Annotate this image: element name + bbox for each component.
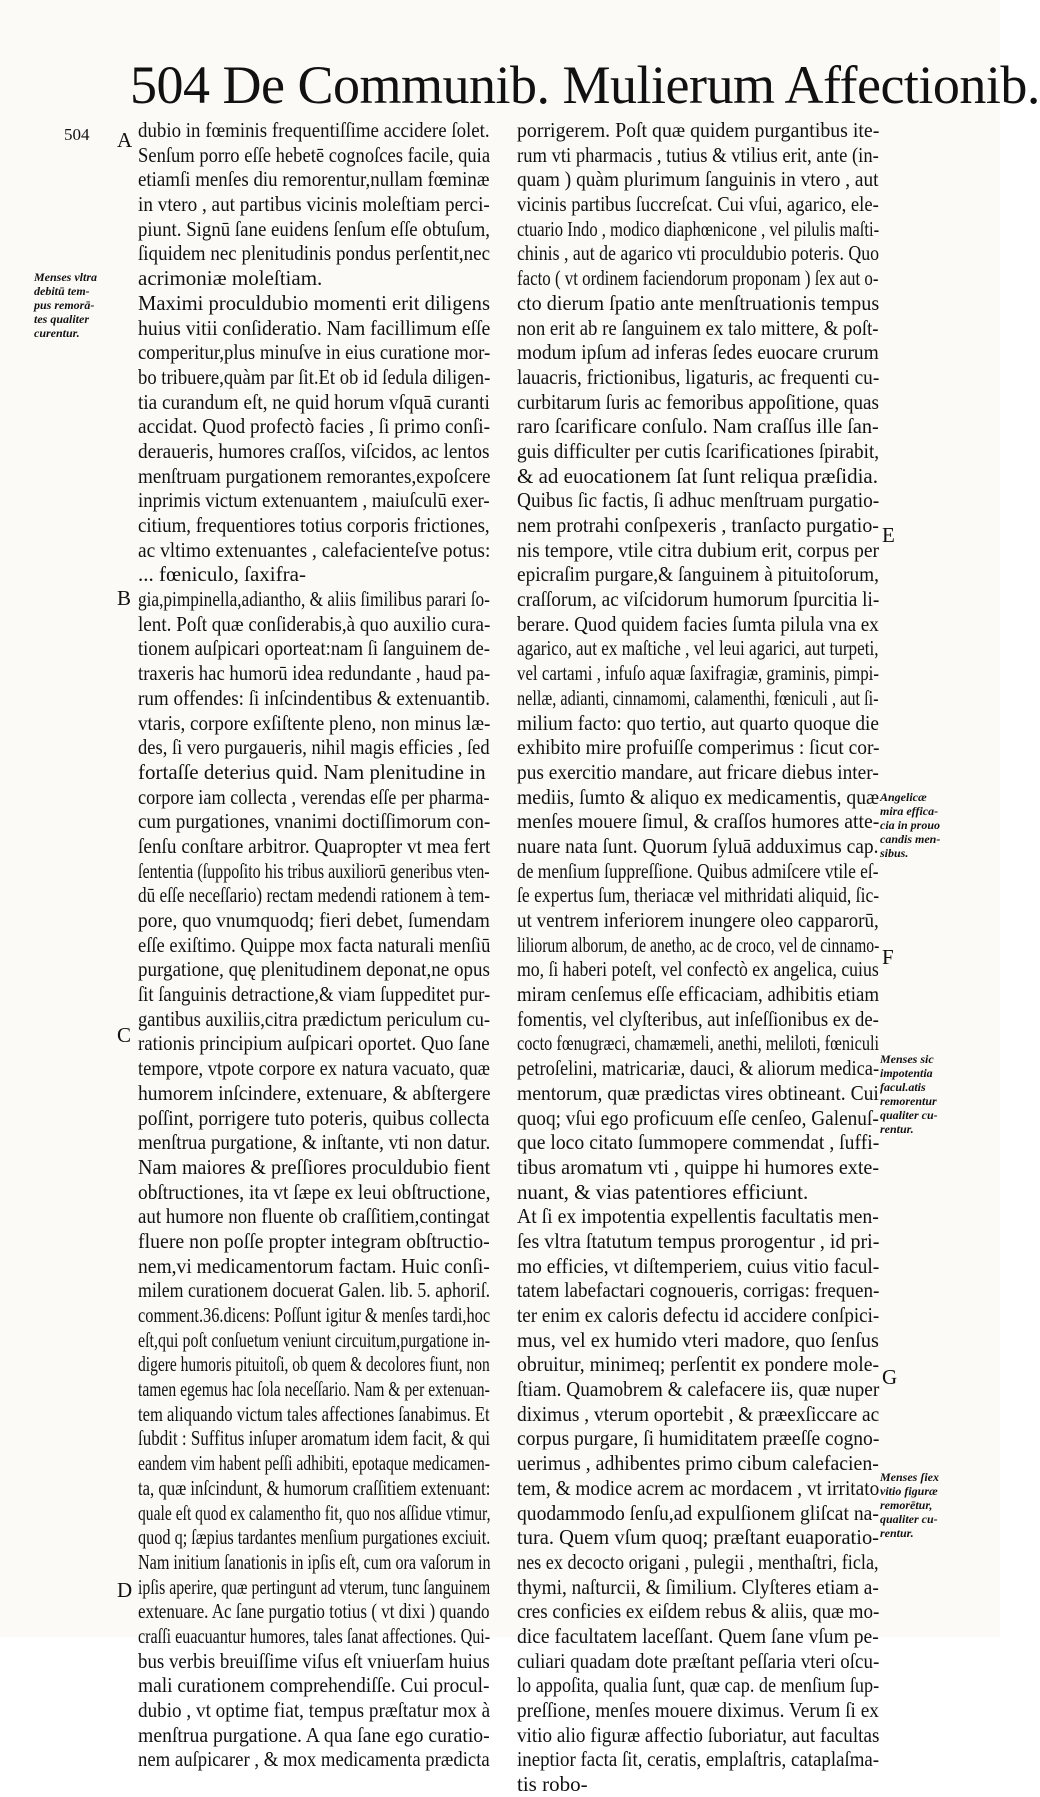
text-line: etiamſi menſes diu remorentur,nullam fœminæ	[138, 167, 490, 192]
text-line: tura. Quem vſum quoq; præſtant euaporatio-	[517, 1525, 880, 1550]
text-line: lauacris, frictionibus, ligaturis, ac frequenti cu-	[517, 364, 880, 389]
text-line: quodammodo ſenſu,ad expulſionem gliſcat na-	[517, 1500, 879, 1525]
text-line: bus verbis breuiſſime viſus eſt vniuerſam huius	[138, 1648, 490, 1673]
text-line: bo tribuere,quàm par ſit.Et ob id ſedula diligen-	[138, 364, 491, 389]
text-line: tis robo-	[517, 1772, 588, 1797]
text-line: de menſium ſuppreſſione. Quibus admiſcere vtile eſ-	[517, 858, 879, 883]
text-line: mus, vel ex humido vteri madore, quo ſenſus	[517, 1327, 879, 1352]
text-line: porrigerem. Poſt quæ quidem purgantibus ite-	[517, 118, 880, 142]
text-line: chinis , aut de agarico vti proculdubio poteris. Quo	[517, 241, 880, 266]
section-marker-f: F	[882, 945, 894, 969]
text-line: thymi, naſturcii, & ſimilium. Clyſteres etiam a-	[517, 1574, 879, 1599]
section-marker-e: E	[882, 523, 895, 547]
text-line: quod q; ſæpius tardantes menſium purgationes exciuit.	[138, 1525, 491, 1550]
text-line: eandem vim habent peſſi adhibiti, epotaque medicamen-	[138, 1451, 490, 1476]
text-line: berare. Quod quidem facies ſumta pilula vna ex	[517, 611, 879, 636]
text-line: ipſis aperire, quæ pertingunt ad vterum, tunc ſanguinem	[138, 1574, 491, 1599]
text-line: mali curationem comprehendiſſe. Cui procul-	[138, 1673, 490, 1698]
text-line: cum purgationes, vnanimi doctiſſimorum con-	[138, 809, 491, 834]
text-line: fortaſſe deterius quid. Nam plenitudine in	[138, 759, 486, 784]
text-line: traxeris hac humorū idea redundante , haud pa-	[138, 661, 491, 686]
text-line: obſtructiones, ita vt ſæpe ex leui obſtructione,	[138, 1179, 491, 1204]
text-line: dū eſſe neceſſario) rectam medendi rationem à tem-	[138, 883, 490, 908]
section-marker-b: B	[117, 586, 132, 610]
text-line: poſſint, porrigere tuto poteris, quibus collecta	[138, 1105, 490, 1130]
text-line: Nam maiores & preſſiores proculdubio fient	[138, 1154, 491, 1179]
section-marker-g: G	[882, 1365, 898, 1389]
text-line: gia,pimpinella,adiantho, & aliis ſimilibus parari ſo-	[138, 587, 490, 612]
text-line: tibus aromatum vti , quippe hi humores exte-	[517, 1154, 880, 1179]
text-line: ſiquidem nec plenitudinis pondus perſentit,nec	[138, 241, 491, 266]
text-line: dice facultatem laceſſant. Quem ſane vſum pe-	[517, 1623, 879, 1648]
text-line: ſes vltra ſtatutum tempus prorogentur , id pri-	[517, 1228, 880, 1253]
text-line: ſe expertus ſum, theriacæ vel mithridati aliquid, ſic-	[517, 883, 880, 908]
text-line: que loco citato ſummopere commendat , ſuffi-	[517, 1130, 880, 1155]
text-line: humorem inſcindere, extenuare, & abſtergere	[138, 1080, 491, 1105]
text-line: mo efficies, vt diſtemperiem, cuius vitio facul-	[517, 1253, 880, 1278]
text-line: epicraſim purgare,& ſanguinem à pituitoſorum,	[517, 562, 879, 587]
text-line: rum offendes: ſi inſcindentibus & extenuantib.	[138, 685, 490, 710]
text-line: rum vti pharmacis , tutius & vtilius erit, ante (in-	[517, 142, 879, 167]
margin-note-right-angelica: Angelicæ mira effica- cia in prouo candis men- sibus.	[880, 790, 941, 860]
text-line: dubio in fœminis frequentiſſime accidere ſolet.	[138, 118, 490, 142]
text-line: At ſi ex impotentia expellentis facultatis men-	[517, 1204, 879, 1229]
text-line: ac vltimo extenuantes , calefacienteſve potus:	[138, 537, 491, 562]
left-column-text	[138, 118, 490, 1772]
text-line: tempore, vtpote corpore ex natura vacuato, quæ	[138, 1056, 491, 1081]
section-marker-d: D	[117, 1578, 133, 1602]
text-line: obruitur, minimeq; perſentit ex pondere mole-	[517, 1352, 880, 1377]
text-line: vel cartami , infuſo aquæ ſaxifragiæ, graminis, pimpi-	[517, 661, 879, 686]
text-line: nes ex decocto origani , pulegii , menthaſtri, ficla,	[517, 1549, 879, 1574]
text-line: accidat. Quod profectò facies , ſi primo conſi-	[138, 414, 491, 439]
text-line: nellæ, adianti, cinnamomi, calamenthi, fœniculi , aut ſi-	[517, 685, 879, 710]
text-line: lent. Poſt quæ conſiderabis,à quo auxilio cura-	[138, 611, 491, 636]
text-line: milium facto: quo tertio, aut quarto quoque die	[517, 710, 880, 735]
text-line: Nam initium ſanationis in ipſis eſt, cum ora vaſorum in	[138, 1549, 491, 1574]
text-line: mentorum, quæ prædictas vires obtineant. Cui	[517, 1080, 879, 1105]
text-line: agarico, aut ex maſtiche , vel leui agarici, aut turpeti,	[517, 636, 879, 661]
text-line: fluere non poſſe propter integram obſtructio-	[138, 1228, 490, 1253]
text-line: quoq; vſui ego proficuum eſſe cenſeo, Galenuſ-	[517, 1105, 879, 1130]
right-column-text	[517, 118, 879, 1797]
text-line: corpus purgare, ſi humiditatem præeſſe cogno-	[517, 1426, 880, 1451]
text-line: guis difficulter per cutis ſcarificationes ſpirabit,	[517, 438, 880, 463]
text-line: nuare nata ſunt. Quorum ſyluā adduximus cap.	[517, 833, 879, 858]
section-marker-c: C	[117, 1023, 132, 1047]
text-line: eſſe exiſtimo. Quippe mox facta naturali menſiū	[138, 932, 491, 957]
text-line: nuant, & vias patentiores efficiunt.	[517, 1179, 809, 1204]
text-line: lo appoſita, qualia ſunt, quæ cap. de menſium ſup-	[517, 1673, 880, 1698]
text-line: nis tempore, vtile citra dubium erit, corpus per	[517, 537, 880, 562]
text-line: vicinis partibus ſuccreſcat. Cui vſui, agarico, ele-	[517, 192, 879, 217]
text-line: aut humore non fluente ob craſſitiem,contingat	[138, 1204, 490, 1229]
text-line: corpore iam collecta , verendas eſſe per pharma-	[138, 784, 490, 809]
text-line: preſſione, menſes mouere diximus. Verum ſi ex	[517, 1698, 879, 1722]
text-line: in vtero , aut partibus vicinis moleſtiam perci-	[138, 192, 490, 217]
text-line: quale eſt quod ex calamentho fit, quo nos aſſidue vtimur,	[138, 1500, 491, 1525]
text-line: mediis, ſumto & aliquo ex medicamentis, quæ	[517, 784, 880, 809]
text-line: rationis principium auſpicari oportet. Quo ſane	[138, 1031, 490, 1056]
text-line: ſtiam. Quamobrem & calefacere iis, quæ nuper	[517, 1377, 880, 1402]
page-header: 504 De Communib. Mulierum Affectionib.	[130, 55, 1040, 115]
text-line: quam ) quàm plurimum ſanguinis in vtero , aut	[517, 167, 879, 192]
text-line: uerimus , adhibentes primo cibum calefacien-	[517, 1451, 879, 1476]
text-line: cocto fœnugræci, chamæmeli, anethi, meliloti, fœniculi	[517, 1031, 880, 1056]
text-line: fomentis, vel clyſteribus, aut inſeſſionibus ex de-	[517, 1006, 879, 1031]
text-line: huius vitii conſideratio. Nam facillimum eſſe	[138, 315, 491, 340]
text-line: diximus , vterum oportebit , & præexſiccare ac	[517, 1401, 880, 1426]
text-line: ineptior facta ſit, ceratis, emplaſtris, cataplaſma-	[517, 1747, 880, 1772]
text-line: gantibus auxiliis,citra prædictum periculum cu-	[138, 1006, 491, 1031]
text-line: dubio , vt optime fiat, tempus præſtatur mox à	[138, 1698, 491, 1722]
text-line: pus exercitio mandare, aut fricare diebus inter-	[517, 759, 879, 784]
text-line: craſſorum, ac viſcidorum humorum ſpurcitia li-	[517, 587, 880, 612]
text-line: ſubdit : Suffitus inſuper aromatum idem facit, & qui	[138, 1426, 491, 1451]
text-line: Senſum porro eſſe hebetē cognoſces facile, quia	[138, 142, 491, 167]
text-line: ctuario Indo , modico diaphœnicone , vel pilulis maſti-	[517, 216, 880, 241]
text-line: ut ventrem inferiorem inungere oleo capparorū,	[517, 908, 879, 932]
text-line: miram cenſemus eſſe efficaciam, adhibitis etiam	[517, 982, 880, 1007]
text-line: citium, frequentiores totius corporis frictiones,	[138, 513, 490, 537]
text-line: piunt. Signū ſane euidens ſenſum eſſe obtuſum,	[138, 216, 490, 241]
text-line: cres conficies ex eiſdem rebus & aliis, quæ mo-	[517, 1599, 880, 1624]
text-line: petroſelini, matricariæ, dauci, & aliorum medica-	[517, 1056, 880, 1081]
margin-note-left: Menses vltra debitū tem- pus remorā- tes qualiter curentur.	[34, 270, 97, 340]
text-line: tem, & modice acrem ac mordacem , vt irritato	[517, 1475, 880, 1500]
text-line: ta, quæ inſcindunt, & humorum craſſitiem extenuant:	[138, 1475, 491, 1500]
text-line: extenuare. Ac ſane purgatio totius ( vt dixi ) quando	[138, 1599, 490, 1624]
text-line: craſſi euacuantur humores, tales ſanat affectiones. Qui-	[138, 1623, 491, 1648]
text-line: eſt,qui poſt conſuetum veniunt circuitum,purgatione in-	[138, 1327, 491, 1352]
text-line: & ad euocationem ſat ſunt reliqua præſidia.	[517, 463, 878, 488]
text-line: modum ipſum ad inferas ſedes euocare crurum	[517, 340, 879, 365]
margin-page-number: 504	[64, 125, 90, 144]
text-line: ſententia (ſuppoſito his tribus auxiliorū generibus vten-	[138, 858, 490, 883]
text-line: mo, ſi haberi poteſt, vel confectò ex angelica, cuius	[517, 957, 879, 982]
text-line: ſit ſanguinis detractione,& viam ſuppeditet pur-	[138, 982, 491, 1007]
text-line: tem aliquando victum tales affectiones ſanabimus. Et	[138, 1401, 490, 1426]
text-line: purgatione, quę plenitudinem deponat,ne opus	[138, 957, 490, 982]
text-line: menſtruam purgationem remorantes,expoſcere	[138, 463, 491, 488]
text-line: nem protrahi conſpexeris , tranſacto purgatio-	[517, 513, 879, 537]
text-line: facto ( vt ordinem faciendorum proponam ) ſex aut o-	[517, 266, 879, 291]
text-line: digere humoris pituitoſi, ob quem & decolores fiunt, non	[138, 1352, 490, 1377]
text-line: comperitur,plus minuſve in eius curatione mor-	[138, 340, 491, 365]
text-line: curbitarum ſuris ac femoribus appoſitione, quas	[517, 389, 879, 414]
margin-note-right-figura: Menses ſiex vitio figuræ remorētur, qualiter cu- rentur.	[880, 1470, 939, 1540]
text-line: menſtrua purgatione. A qua ſane ego curatio-	[138, 1722, 490, 1747]
text-line: liliorum alborum, de anetho, ac de croco, vel de cinnamo-	[517, 932, 880, 957]
text-line: menſes mouere ſimul, & craſſos humores atte-	[517, 809, 880, 834]
margin-note-right-impotentia: Menses sic impotentia facul.atis remorentur qualiter cu- rentur.	[880, 1052, 938, 1136]
text-line: ... fœniculo, ſaxifra-	[138, 562, 306, 587]
text-line: deraueris, humores craſſos, viſcidos, ac lentos	[138, 438, 490, 463]
text-line: milem curationem docuerat Galen. lib. 5. aphoriſ.	[138, 1278, 491, 1303]
text-line: culiari quadam dote præſtant peſſaria vteri oſcu-	[517, 1648, 880, 1673]
text-line: exhibito mire profuiſſe comperimus : ſicut cor-	[517, 735, 880, 760]
text-line: nem auſpicarer , & mox medicamenta prædicta	[138, 1747, 490, 1772]
text-line: des, ſi vero purgaueris, nihil magis efficies , ſed	[138, 735, 490, 760]
text-line: ter enim ex caloris defectu id accidere conſpici-	[517, 1303, 880, 1327]
text-line: acrimoniæ moleſtiam.	[138, 266, 323, 291]
section-marker-a: A	[117, 128, 133, 152]
text-line: tionem auſpicari oporteat:nam ſi ſanguinem de-	[138, 636, 491, 661]
text-line: nem,vi medicamentorum factam. Huic conſi-	[138, 1253, 490, 1278]
text-line: non erit ab re ſanguinem ex talo mittere, & poſt-	[517, 315, 879, 340]
text-line: tamen egemus hac ſola neceſſario. Nam & per extenuan-	[138, 1377, 490, 1402]
text-line: vitio alio figuræ affectio ſuboriatur, aut facultas	[517, 1722, 880, 1747]
text-line: raro ſcarificare conſulo. Nam craſſus ille ſan-	[517, 414, 879, 439]
text-line: Maximi proculdubio momenti erit diligens	[138, 290, 491, 315]
text-line: menſtrua purgatione, & inſtante, vti non datur.	[138, 1130, 491, 1155]
text-line: tatem labefactari cognoueris, corrigas: frequen-	[517, 1278, 880, 1303]
text-line: tia curandum eſt, ne quid horum vſquā curanti	[138, 389, 490, 414]
text-line: cto dierum ſpatio ante menſtruationis tempus	[517, 290, 880, 315]
text-line: Quibus ſic factis, ſi adhuc menſtruam purgatio-	[517, 488, 880, 513]
text-line: ſenſu conſtare arbitror. Quapropter vt mea fert	[138, 833, 491, 858]
text-line: pore, quo vnumquodq; fieri debet, ſumendam	[138, 908, 490, 932]
text-line: comment.36.dicens: Poſſunt igitur & menſes tardi,hoc	[138, 1303, 491, 1327]
text-line: vtaris, corpore exſiſtente pleno, non minus læ-	[138, 710, 491, 735]
text-line: inprimis victum extenuantem , maiuſculū exer-	[138, 488, 490, 513]
